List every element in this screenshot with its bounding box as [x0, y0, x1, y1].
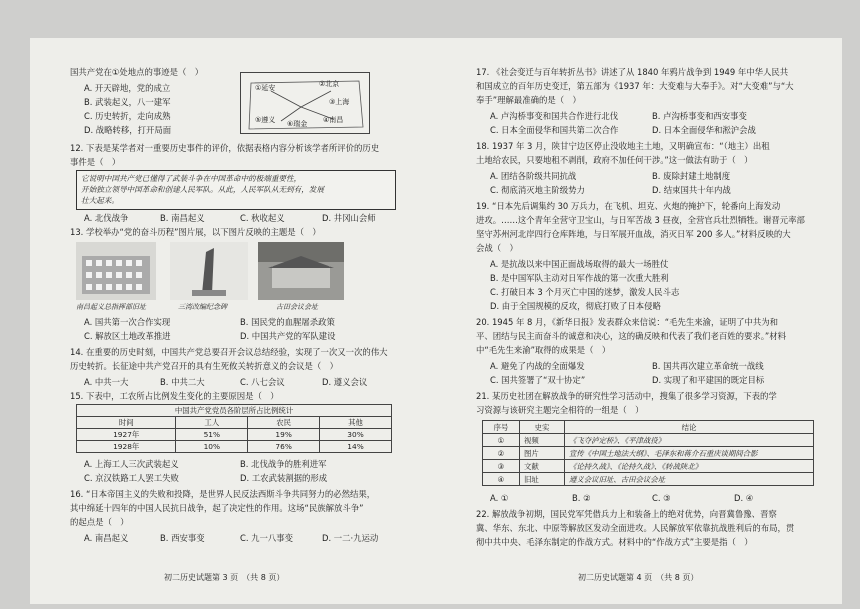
q20-line-3: 中“毛先生来渝”取得的成果是（ ） — [476, 345, 611, 355]
table-cell: 《飞夺泸定桥》、《平津战役》 — [565, 434, 814, 447]
q20-line-1: 20. 1945 年 8 月，《新华日报》发表群众来信说：“毛先生来渝，证明了中共为和 — [476, 317, 779, 327]
q18-option-c: C. 彻底消灭地主阶级势力 — [490, 185, 585, 195]
map-label-3: ③上海 — [329, 98, 350, 106]
map-label-2: ②北京 — [319, 80, 340, 88]
q19-option-b: B. 是中国军队主动对日军作战的第一次重大胜利 — [490, 273, 669, 283]
q15-stem: 15. 下表中，工农所占比例发生变化的主要原因是（ ） — [70, 391, 279, 401]
q15-option-d: D. 工农武装割据的形成 — [240, 473, 328, 483]
q13-stem: 13. 学校举办“党的奋斗历程”图片展，以下图片反映的主题是（ ） — [70, 227, 321, 237]
q11-option-a: A. 开天辟地，党的成立 — [84, 83, 171, 93]
q12-line-2: 事件是（ ） — [70, 157, 121, 167]
q16-option-d: D. 一二·九运动 — [322, 533, 379, 543]
q18-line-2: 土地给农民，只要地租不剥削，政府不加任何干涉。”这一做法有助于（ ） — [476, 155, 753, 165]
q15-table-title-row — [77, 405, 392, 417]
q14-line-1: 14. 在重要的历史时刻，中国共产党总要召开会议总结经验，实现了一次又一次的伟大 — [70, 347, 388, 357]
q16-option-b: B. 西安事变 — [160, 533, 205, 543]
q20-line-2: 平、团结与民主而奋斗的诚意和决心，这的确反映和代表了我们老百姓的要求。”材料 — [476, 331, 787, 341]
table-cell: ① — [483, 434, 520, 447]
map-label-1: ①延安 — [255, 84, 276, 92]
q21-option-c: C. ③ — [652, 493, 671, 503]
q18-option-d: D. 结束国共十年内战 — [652, 185, 731, 195]
table-cell: 旧址 — [520, 473, 565, 486]
q17-option-a: A. 卢沟桥事变和国共合作进行北伐 — [490, 111, 619, 121]
q12-quote-3: 壮大起来。 — [81, 196, 119, 205]
map-label-5: ⑤遵义 — [255, 116, 276, 124]
q21-head-index: 序号 — [483, 421, 520, 434]
q17-option-b: B. 卢沟桥事变和西安事变 — [652, 111, 747, 121]
q12-quote-1: 它说明中国共产党已懂得了武装斗争在中国革命中的极端重要性， — [81, 174, 302, 183]
q17-line-2: 和国成立的百年历史变迁，第五部为《1937 年：大变难与大奉手》。对“大变难”与“大 — [476, 81, 794, 91]
table-cell: 1928年 — [77, 441, 176, 453]
table-cell: 遵义会议旧址、古田会议会址 — [565, 473, 814, 486]
q12-option-c: C. 秋收起义 — [240, 213, 285, 223]
q12-quote-box — [76, 170, 396, 210]
q21-option-a: A. ① — [490, 493, 509, 503]
table-cell: ④ — [483, 473, 520, 486]
table-cell: 76% — [248, 441, 320, 453]
q21-head-fact: 史实 — [520, 421, 565, 434]
q15-head-time: 时间 — [77, 417, 176, 429]
q21-option-d: D. ④ — [734, 493, 754, 503]
q17-option-c: C. 日本全面侵华和国共第二次合作 — [490, 125, 619, 135]
q19-option-a: A. 是抗战以来中国正面战场取得的最大一场胜仗 — [490, 259, 669, 269]
q13-option-c: C. 解放区土地改革推进 — [84, 331, 171, 341]
q21-option-b: B. ② — [572, 493, 591, 503]
q13-option-d: D. 中国共产党的军队建设 — [240, 331, 336, 341]
q15-head-peasants: 农民 — [248, 417, 320, 429]
q21-table-header — [483, 421, 814, 434]
q14-option-a: A. 中共一大 — [84, 377, 129, 387]
table-row — [483, 460, 814, 473]
q13-option-a: A. 国共第一次合作实现 — [84, 317, 171, 327]
map-label-4: ④南昌 — [323, 116, 344, 124]
table-cell: ③ — [483, 460, 520, 473]
q19-line-3: 坚守苏州河北岸四行仓库阵地，与日军展开血战，消灭日军 200 多人。”材料反映的大 — [476, 229, 791, 239]
q13-photo-gutian — [258, 242, 344, 300]
q22-line-1: 22. 解放战争初期，国民党军凭借兵力上和装备上的绝对优势，向晋冀鲁豫、晋察 — [476, 509, 777, 519]
q11-tail: 国共产党在①处地点的事迹是（ ） — [70, 67, 204, 77]
q12-quote-2: 开始独立领导中国革命和创建人民军队。从此，人民军队从无到有，发展 — [81, 185, 324, 194]
left-page-footer: 初二历史试题第 3 页 （共 8 页） — [164, 573, 285, 582]
q15-option-c: C. 京汉铁路工人罢工失败 — [84, 473, 179, 483]
table-cell: 文献 — [520, 460, 565, 473]
q14-line-2: 历史转折。长征途中共产党召开的具有生死攸关转折意义的会议是（ ） — [70, 361, 338, 371]
q18-option-b: B. 废除封建土地制度 — [652, 171, 731, 181]
q13-caption-1: 南昌起义总指挥部旧址 — [76, 303, 146, 311]
right-page — [442, 38, 842, 604]
table-cell: 图片 — [520, 447, 565, 460]
q14-option-b: B. 中共二大 — [160, 377, 205, 387]
table-cell: 30% — [320, 429, 392, 441]
q20-option-a: A. 避免了内战的全面爆发 — [490, 361, 585, 371]
q11-location-map — [240, 72, 370, 134]
q14-option-c: C. 八七会议 — [240, 377, 285, 387]
q12-option-a: A. 北伐战争 — [84, 213, 129, 223]
q16-option-a: A. 南昌起义 — [84, 533, 129, 543]
q12-option-b: B. 南昌起义 — [160, 213, 205, 223]
table-row — [483, 434, 814, 447]
q21-table — [482, 420, 814, 486]
q18-line-1: 18. 1937 年 3 月，陕甘宁边区停止没收地主土地，又明确宣布：“（地主）出租 — [476, 141, 770, 151]
q11-option-b: B. 武装起义，八一建军 — [84, 97, 171, 107]
q22-line-3: 彻中共中央、毛泽东制定的作战方式。材料中的“作战方式”主要是指（ ） — [476, 537, 753, 547]
table-cell: 19% — [248, 429, 320, 441]
q13-option-b: B. 国民党的血腥屠杀政策 — [240, 317, 335, 327]
q19-line-4: 会战（ ） — [476, 243, 518, 253]
q13-caption-3: 古田会议会址 — [276, 303, 318, 311]
table-cell: 《论持久战》、《论持久战》、《转战陕北》 — [565, 460, 814, 473]
q21-line-2: 习资源与该研究主题完全相符的一组是（ ） — [476, 405, 644, 415]
table-cell: ② — [483, 447, 520, 460]
q17-line-3: 奉手”理解最准确的是（ ） — [476, 95, 581, 105]
q15-option-b: B. 北伐战争的胜利进军 — [240, 459, 327, 469]
table-cell: 14% — [320, 441, 392, 453]
q18-option-a: A. 团结各阶级共同抗战 — [490, 171, 577, 181]
q13-caption-2: 三湾改编纪念碑 — [178, 303, 227, 311]
q17-option-d: D. 日本全面侵华和淞沪会战 — [652, 125, 756, 135]
table-cell: 视频 — [520, 434, 565, 447]
q13-photo-sanwan — [170, 242, 248, 300]
q15-head-workers: 工人 — [176, 417, 248, 429]
right-page-footer: 初二历史试题第 4 页 （共 8 页） — [578, 573, 699, 582]
q12-option-d: D. 井冈山会师 — [322, 213, 376, 223]
table-cell: 10% — [176, 441, 248, 453]
left-page — [30, 38, 430, 604]
q15-option-a: A. 上海工人三次武装起义 — [84, 459, 179, 469]
q21-line-1: 21. 某历史社团在解放战争的研究性学习活动中，搜集了很多学习资源，下表的学 — [476, 391, 777, 401]
q15-table-header — [77, 417, 392, 429]
q16-line-3: 的起点是（ ） — [70, 517, 129, 527]
q15-head-others: 其他 — [320, 417, 392, 429]
table-row — [483, 473, 814, 486]
q11-option-c: C. 历史转折，走向成熟 — [84, 111, 171, 121]
q19-option-c: C. 打破日本 3 个月灭亡中国的迷梦，激发人民斗志 — [490, 287, 680, 297]
q15-table — [76, 404, 392, 453]
table-row — [483, 447, 814, 460]
q17-line-1: 17. 《社会变迁与百年转折丛书》讲述了从 1840 年鸦片战争到 1949 年中华人民共 — [476, 67, 789, 77]
q19-option-d: D. 由于全国规模的反攻，彻底打败了日本侵略 — [490, 301, 661, 311]
q14-option-d: D. 遵义会议 — [322, 377, 368, 387]
q16-line-1: 16. “日本帝国主义的失败和投降，是世界人民反法西斯斗争共同努力的必然结果， — [70, 489, 376, 499]
table-cell: 51% — [176, 429, 248, 441]
q12-line-1: 12. 下表是某学者对一重要历史事件的评价，依据表格内容分析该学者所评价的历史 — [70, 143, 380, 153]
table-cell: 宣传《中国土地法大纲》、毛泽东和蒋介石重庆谈期间合影 — [565, 447, 814, 460]
q16-line-2: 其中绵延十四年的中国人民抗日战争，起了决定性的作用。这场“民族解放斗争” — [70, 503, 364, 513]
q11-option-d: D. 战略转移，打开局面 — [84, 125, 172, 135]
table-row — [77, 429, 392, 441]
q19-line-1: 19. “日本先后调集约 30 万兵力，在飞机、坦克、火炮的掩护下，轮番向上海发动 — [476, 201, 781, 211]
table-cell: 1927年 — [77, 429, 176, 441]
q13-photo-nanchang — [76, 242, 156, 300]
table-row — [77, 441, 392, 453]
q20-option-d: D. 实现了和平建国的既定目标 — [652, 375, 765, 385]
q19-line-2: 进攻。……这个青年全营守卫宝山，与日军苦战 3 昼夜，全营官兵壮烈牺牲。谢晋元率部 — [476, 215, 805, 225]
exam-sheet — [30, 38, 842, 604]
q20-option-c: C. 国共签署了“双十协定” — [490, 375, 586, 385]
q22-line-2: 冀、华东、东北、中原等解放区发动全面进攻。人民解放军依靠抗战胜利后的布局，贯 — [476, 523, 795, 533]
map-label-6: ⑥瑞金 — [287, 120, 308, 128]
q20-option-b: B. 国共再次建立革命统一战线 — [652, 361, 764, 371]
q21-head-conclusion: 结论 — [565, 421, 814, 434]
q16-option-c: C. 九一八事变 — [240, 533, 294, 543]
q15-table-title: 中国共产党党员各阶层所占比例统计 — [77, 405, 392, 417]
